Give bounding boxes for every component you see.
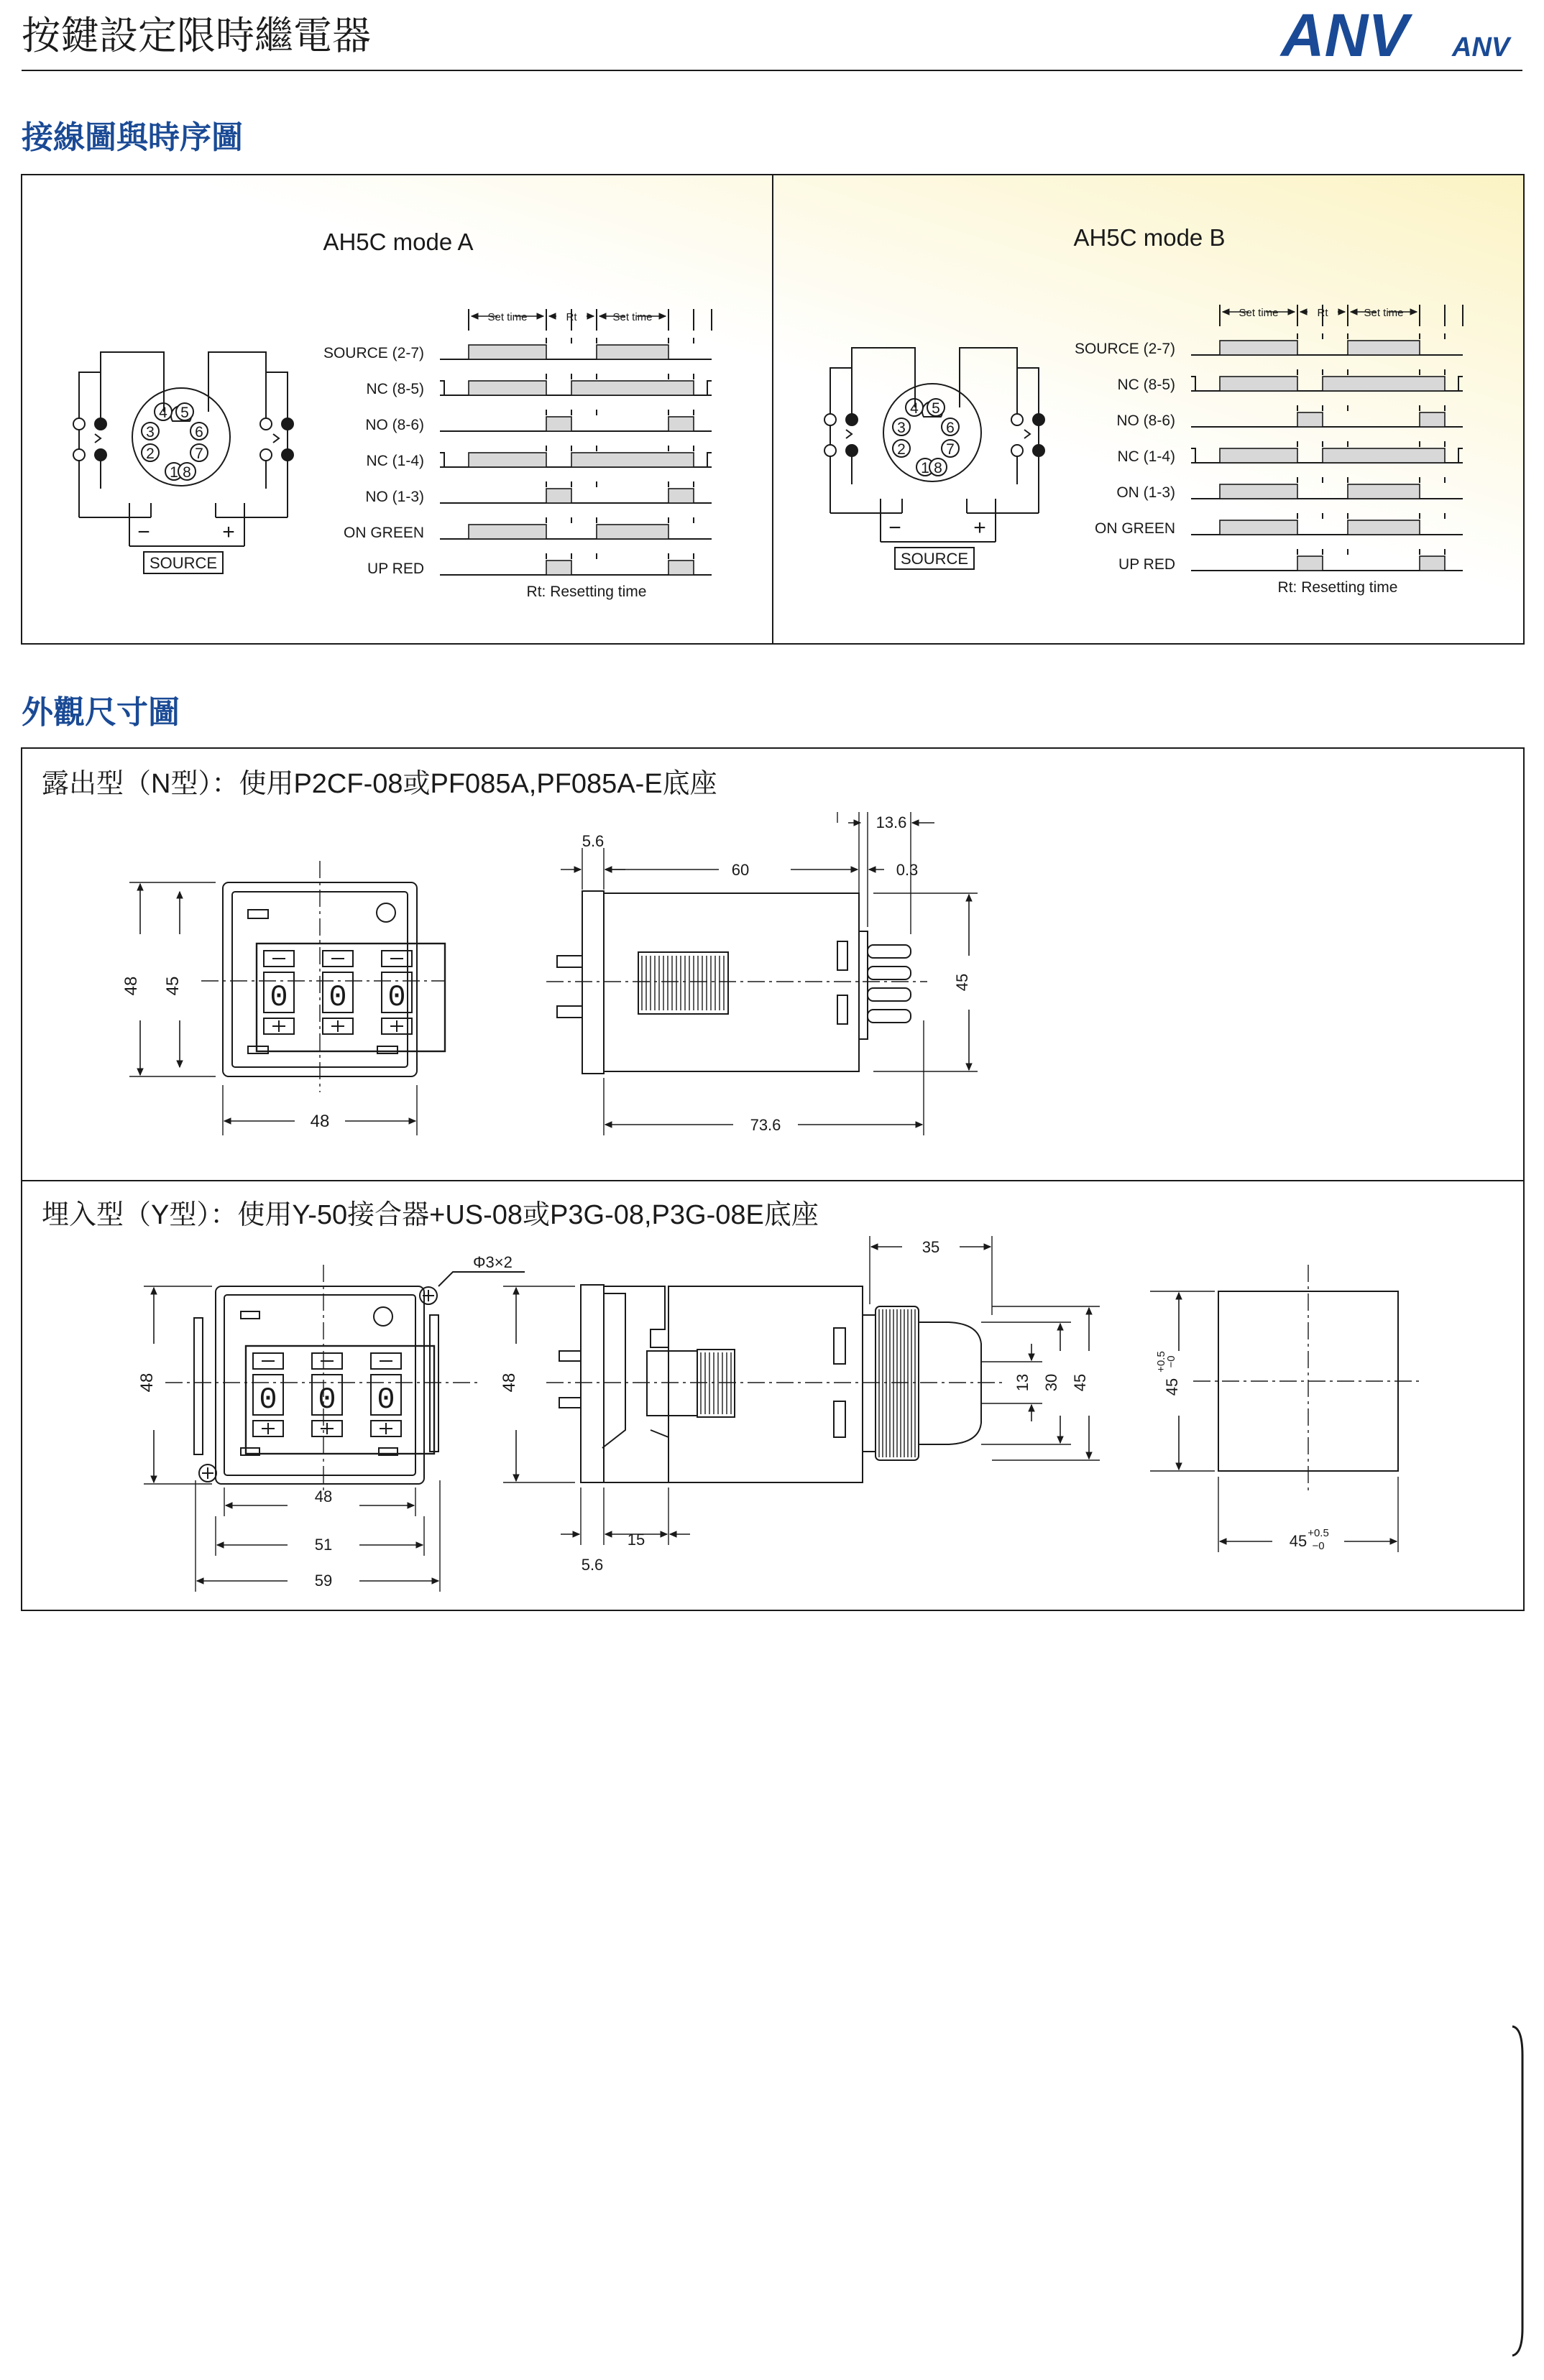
dim-30: 30	[1042, 1373, 1060, 1392]
digit: 0	[318, 1383, 336, 1417]
socket-pin-number: 8	[934, 460, 942, 476]
timing-pulse	[571, 381, 694, 395]
timing-footnote: Rt: Resetting time	[1277, 579, 1398, 596]
digit: 0	[377, 1383, 395, 1417]
terminal-open-right-2	[1011, 445, 1023, 456]
timing-pulse	[668, 561, 694, 575]
timing-row-label: ON (1-3)	[1116, 484, 1175, 501]
dim-73-6: 73.6	[750, 1116, 781, 1134]
timing-pulse	[668, 417, 694, 431]
timing-pulse	[469, 381, 546, 395]
timing-pulse	[546, 561, 571, 575]
terminal-closed-left-2	[95, 449, 106, 461]
timing-pulse	[1420, 412, 1445, 427]
mode-title: AH5C mode B	[1073, 224, 1226, 251]
dim-cut-tol-plus-w: +0.5	[1308, 1527, 1329, 1539]
socket-pin-number: 5	[932, 400, 940, 417]
timing-row-label: ON GREEN	[1094, 520, 1175, 537]
socket-pin-number: 7	[195, 446, 203, 462]
set-time-label: Set time	[1239, 307, 1279, 319]
terminal-open-left-2	[73, 449, 85, 461]
timing-pulse	[1220, 377, 1297, 391]
source-minus-sign: −	[137, 520, 150, 544]
timing-row-label: NO (1-3)	[365, 489, 424, 505]
terminal-closed-right	[1033, 414, 1044, 425]
timing-pulse	[1297, 412, 1323, 427]
terminal-closed-left-2	[846, 445, 858, 456]
timing-pulse	[546, 489, 571, 503]
dim-48: 48	[121, 976, 141, 996]
dim-5-6: 5.6	[582, 832, 605, 850]
dim-48w: 48	[310, 1112, 330, 1131]
timing-row-label: NC (1-4)	[1117, 448, 1175, 465]
terminal-open-left	[73, 418, 85, 430]
timing-row-label: NC (1-4)	[366, 453, 424, 469]
timing-row-label: ON GREEN	[343, 525, 424, 541]
socket-pin-number: 8	[183, 464, 191, 481]
terminal-closed-left	[846, 414, 858, 425]
timing-row-label: NC (8-5)	[1117, 377, 1175, 393]
terminal-open-left-2	[824, 445, 836, 456]
timing-pulse	[1220, 448, 1297, 463]
dim-cut-tol-minus-w: −0	[1312, 1540, 1325, 1552]
timing-pulse	[546, 417, 571, 431]
digit: 0	[328, 980, 347, 1015]
timing-footnote: Rt: Resetting time	[526, 584, 647, 600]
dim-5-6y: 5.6	[581, 1556, 604, 1574]
dim-48w: 48	[314, 1488, 333, 1505]
socket-pin-number: 4	[910, 400, 919, 417]
timing-row-label: UP RED	[1118, 556, 1175, 573]
timing-row-label: NO (8-6)	[365, 417, 424, 433]
timing-pulse	[469, 525, 546, 539]
dim-51: 51	[314, 1536, 333, 1554]
timing-pulse	[1220, 484, 1297, 499]
dim-13: 13	[1014, 1373, 1031, 1392]
dim-cut-45h: 45	[1163, 1378, 1181, 1396]
margin-bracket	[1512, 2026, 1522, 2356]
logo-text: ANV	[1281, 1, 1409, 69]
timing-row-label: SOURCE (2-7)	[323, 345, 424, 361]
socket-pin-number: 7	[946, 441, 955, 458]
terminal-open-left	[824, 414, 836, 425]
timing-pulse	[1220, 341, 1297, 355]
source-box-label: SOURCE	[149, 554, 218, 572]
socket-pin-number: 4	[159, 405, 167, 421]
timing-pulse	[668, 489, 694, 503]
section-heading-dimensions: 外觀尺寸圖	[22, 694, 180, 731]
dim-45h: 45	[953, 973, 971, 992]
terminal-closed-left	[95, 418, 106, 430]
dim-cut-45w: 45	[1289, 1532, 1308, 1550]
timing-pulse	[571, 453, 694, 467]
rt-label: Rt	[1317, 307, 1328, 319]
terminal-closed-right	[282, 418, 293, 430]
timing-row-label: NO (8-6)	[1116, 412, 1175, 429]
dim-48h: 48	[137, 1373, 157, 1393]
terminal-open-right	[1011, 414, 1023, 425]
terminal-open-right	[260, 418, 272, 430]
timing-pulse	[1348, 520, 1420, 535]
timing-pulse	[1348, 484, 1420, 499]
timing-row-label: UP RED	[367, 561, 424, 577]
terminal-open-right-2	[260, 449, 272, 461]
source-plus-sign: +	[973, 516, 986, 540]
timing-row-label: SOURCE (2-7)	[1074, 341, 1175, 357]
socket-pin-number: 6	[195, 424, 203, 441]
dim-60: 60	[731, 861, 750, 879]
section-heading-wiring: 接線圖與時序圖	[22, 119, 243, 156]
logo-small-text: ANV	[1452, 32, 1510, 63]
dim-15: 15	[627, 1531, 645, 1549]
socket-pin-number: 5	[180, 405, 189, 421]
digit: 0	[259, 1383, 277, 1417]
timing-pulse	[1323, 448, 1445, 463]
dim-35: 35	[922, 1238, 940, 1256]
source-plus-sign: +	[222, 520, 235, 544]
timing-pulse	[597, 345, 668, 359]
dimension-panel	[22, 748, 1524, 1610]
set-time2-label: Set time	[1364, 307, 1404, 319]
source-minus-sign: −	[888, 516, 901, 540]
anv-logo	[1279, 1, 1512, 69]
timing-pulse	[1220, 520, 1297, 535]
socket-pin-number: 1	[921, 460, 929, 476]
timing-pulse	[469, 345, 546, 359]
dim-hole: Φ3×2	[473, 1253, 513, 1271]
source-box-label: SOURCE	[900, 550, 969, 568]
set-time2-label: Set time	[612, 311, 653, 323]
y-type-caption: 埋入型（Y型）：使用Y-50接合器+US-08或P3G-08,P3G-08E底座	[42, 1200, 819, 1230]
dim-45: 45	[163, 976, 183, 996]
n-type-caption: 露出型（N型）：使用P2CF-08或PF085A,PF085A-E底座	[42, 769, 717, 799]
timing-row-label: NC (8-5)	[366, 381, 424, 397]
dim-13-6: 13.6	[876, 813, 907, 831]
dim-45y: 45	[1071, 1373, 1089, 1392]
timing-pulse	[1297, 556, 1323, 571]
dim-0-3: 0.3	[896, 861, 919, 879]
dim-59: 59	[314, 1572, 333, 1590]
socket-pin-number: 1	[170, 464, 178, 481]
rt-label: Rt	[566, 311, 577, 323]
socket-pin-number: 2	[146, 446, 155, 462]
socket-pin-number: 3	[146, 424, 155, 441]
timing-pulse	[597, 525, 668, 539]
dim-cut-tol-minus: −0	[1165, 1355, 1177, 1368]
timing-pulse	[1348, 341, 1420, 355]
socket-pin-number: 6	[946, 420, 955, 436]
mode-title: AH5C mode A	[323, 229, 474, 255]
socket-pin-number: 3	[897, 420, 906, 436]
set-time-label: Set time	[487, 311, 528, 323]
dim-cut-tol-plus: +0.5	[1155, 1351, 1167, 1373]
timing-pulse	[1420, 556, 1445, 571]
dim-48s: 48	[500, 1373, 519, 1393]
digit: 0	[387, 980, 406, 1015]
digit: 0	[270, 980, 288, 1015]
timing-pulse	[469, 453, 546, 467]
page-title: 按鍵設定限時繼電器	[22, 13, 371, 58]
terminal-closed-right-2	[1033, 445, 1044, 456]
terminal-closed-right-2	[282, 449, 293, 461]
timing-pulse	[1323, 377, 1445, 391]
socket-pin-number: 2	[897, 441, 906, 458]
